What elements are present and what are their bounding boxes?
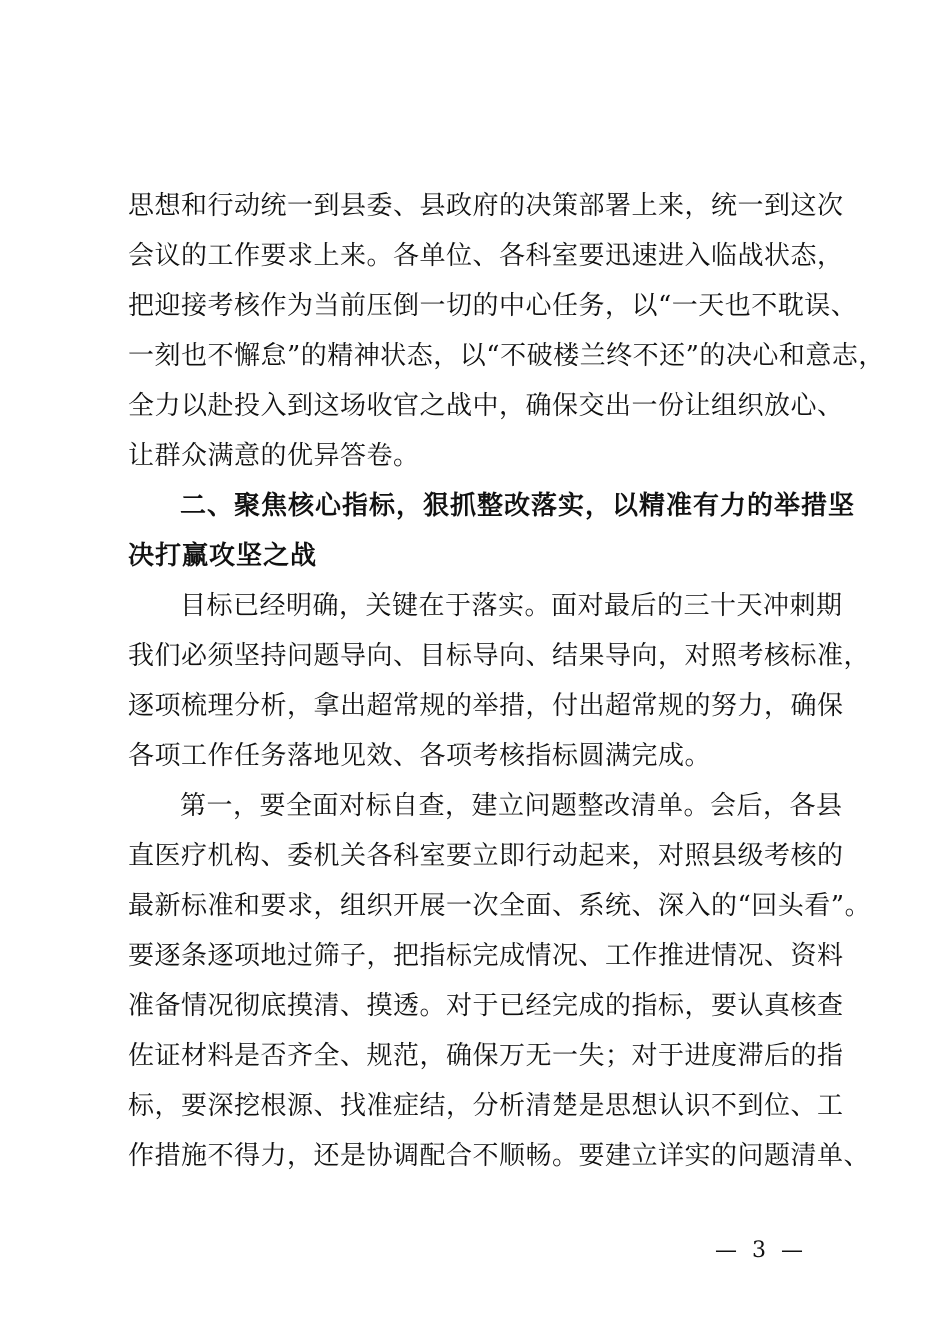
text-line: 各项工作任务落地见效、各项考核指标圆满完成。 (128, 741, 712, 771)
page-number: — 3 — (715, 1238, 807, 1263)
text-line: 我们必须坚持问题导向、目标导向、结果导向，对照考核标准， (128, 641, 871, 671)
text-line: 最新标准和要求，组织开展一次全面、系统、深入的“回头看”。 (128, 891, 872, 921)
text-line: 第一，要全面对标自查，建立问题整改清单。会后，各县 (180, 791, 843, 821)
text-line: 思想和行动统一到县委、县政府的决策部署上来，统一到这次 (128, 191, 844, 221)
text-line: 逐项梳理分析，拿出超常规的举措，付出超常规的努力，确保 (128, 691, 844, 721)
text-line: 目标已经明确，关键在于落实。面对最后的三十天冲刺期 (180, 591, 843, 621)
text-line: 全力以赴投入到这场收官之战中，确保交出一份让组织放心、 (128, 391, 844, 421)
text-line: 作措施不得力，还是协调配合不顺畅。要建立详实的问题清单、 (128, 1141, 871, 1171)
text-line: 标，要深挖根源、找准症结，分析清楚是思想认识不到位、工 (128, 1091, 844, 1121)
text-line: 让群众满意的优异答卷。 (128, 441, 420, 471)
text-line: 直医疗机构、委机关各科室要立即行动起来，对照县级考核的 (128, 841, 844, 871)
text-line: 佐证材料是否齐全、规范，确保万无一失；对于进度滞后的指 (128, 1041, 844, 1071)
text-line: 把迎接考核作为当前压倒一切的中心任务，以“一天也不耽误、 (128, 291, 858, 321)
heading-line: 二、聚焦核心指标，狠抓整改落实，以精准有力的举措坚 (180, 491, 856, 521)
text-line: 要逐条逐项地过筛子，把指标完成情况、工作推进情况、资料 (128, 941, 844, 971)
text-line: 会议的工作要求上来。各单位、各科室要迅速进入临战状态， (128, 241, 844, 271)
text-line: 一刻也不懈怠”的精神状态，以“不破楼兰终不还”的决心和意志， (128, 341, 885, 371)
heading-line: 决打赢攻坚之战 (128, 541, 318, 571)
text-line: 准备情况彻底摸清、摸透。对于已经完成的指标，要认真核查 (128, 991, 844, 1021)
